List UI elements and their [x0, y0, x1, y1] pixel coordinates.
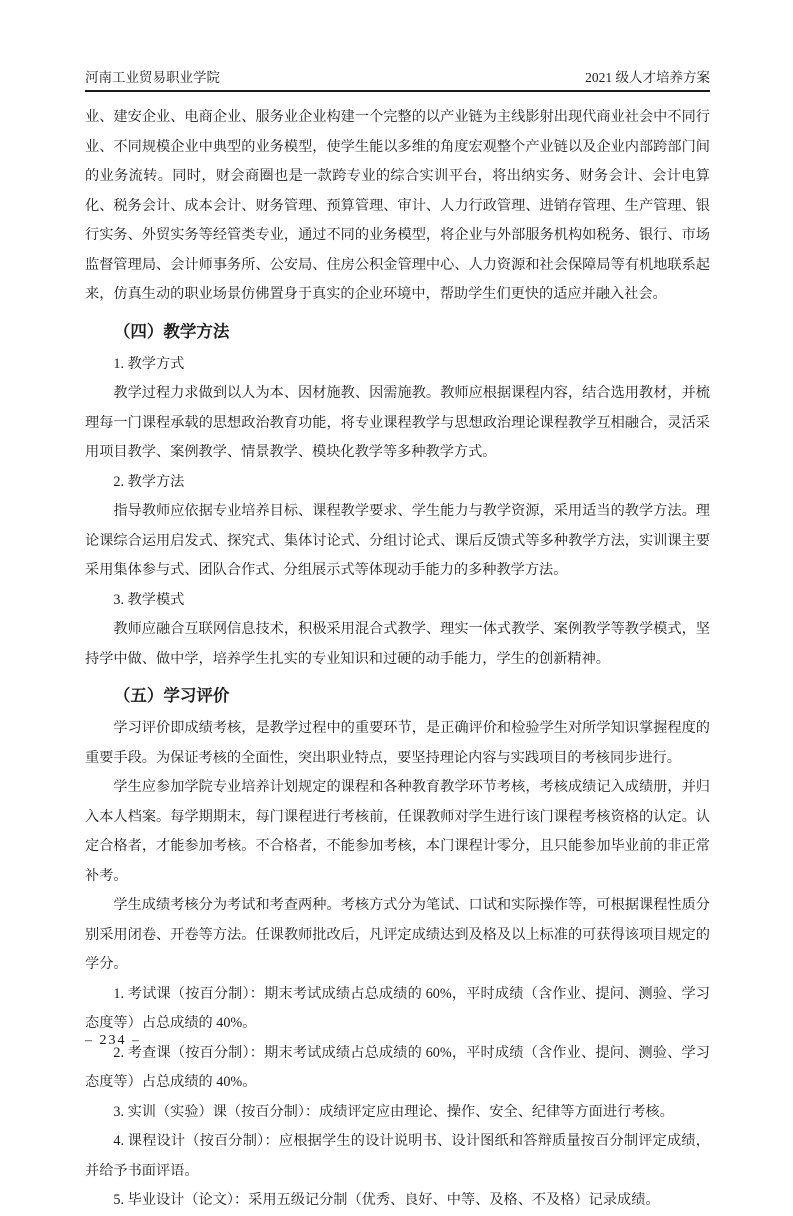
paragraph: 5. 毕业设计（论文）：采用五级记分制（优秀、良好、中等、及格、不及格）记录成绩。	[113, 1192, 660, 1208]
paragraph: 学生成绩考核分为考试和考查两种。考核方式分为笔试、口试和实际操作等，可根据课程性质分别采用闭卷、开卷等方法。任课教师批改后，凡评定成绩达到及格及以上标准的可获得该项目规定的学分。	[85, 897, 710, 972]
header-plan-title: 2021 级人才培养方案	[585, 70, 710, 85]
paragraph: 教师应融合互联网信息技术，积极采用混合式教学、理实一体式教学、案例教学等教学模式，坚持学中做、做中学，培养学生扎实的专业知识和过硬的动手能力，学生的创新精神。	[85, 621, 710, 667]
paragraph: 1. 考试课（按百分制）：期末考试成绩占总成绩的 60%，平时成绩（含作业、提问、测验、学习态度等）占总成绩的 40%。	[85, 985, 710, 1031]
section-heading: （四）教学方法	[113, 322, 230, 341]
document-body	[85, 103, 710, 1216]
page-number: – 234 –	[85, 1033, 141, 1048]
paragraph: 教学过程力求做到以人为本、因材施教、因需施教。教师应根据课程内容，结合选用教材，并梳理每一门课程承载的思想政治教育功能，将专业课程教学与思想政治理论课程教学互相融合，灵活采用项目教学、案例教学、情景教学、模块化教学等多种教学方式。	[85, 385, 710, 460]
paragraph: 指导教师应依据专业培养目标、课程教学要求、学生能力与教学资源，采用适当的教学方法。理论课综合运用启发式、探究式、集体讨论式、分组讨论式、课后反馈式等多种教学方法，实训课主要采用集体参与式、团队合作式、分组展示式等体现动手能力的多种教学方法。	[85, 503, 710, 578]
paragraph: 2. 考查课（按百分制）：期末考试成绩占总成绩的 60%，平时成绩（含作业、提问、测验、学习态度等）占总成绩的 40%。	[85, 1044, 710, 1090]
paragraph: 3. 实训（实验）课（按百分制）：成绩评定应由理论、操作、安全、纪律等方面进行考核。	[113, 1103, 674, 1120]
paragraph: 学生应参加学院专业培养计划规定的课程和各种教育教学环节考核，考核成绩记入成绩册，并归入本人档案。每学期期末，每门课程进行考核前，任课教师对学生进行该门课程考核资格的认定。认定合格者，才能参加考核。不合格者，不能参加考核，本门课程计零分，且只能参加毕业前的非正常补考。	[85, 779, 710, 884]
paragraph: 3. 教学模式	[113, 591, 185, 608]
paragraph: 2. 教学方法	[113, 473, 185, 490]
header-school-name: 河南工业贸易职业学院	[85, 70, 220, 85]
paragraph: 1. 教学方式	[113, 355, 185, 372]
header-divider	[85, 90, 710, 92]
paragraph: 业、建安企业、电商企业、服务业企业构建一个完整的以产业链为主线影射出现代商业社会中不同行业、不同规模企业中典型的业务模型，使学生能以多维的角度宏观整个产业链以及企业内部跨部门间的业务流转。同时，财会商圈也是一款跨专业的综合实训平台，将出纳实务、财务会计、会计电算化、税务会计、成本会计、财务管理、预算管理、审计、人力行政管理、进销存管理、生产管理、银行实务、外贸实务等经管类专业，通过不同的业务模型，将企业与外部服务机构如税务、银行、市场监督管理局、会计师事务所、公安局、住房公积金管理中心、人力资源和社会保障局等有机地联系起来，仿真生动的职业场景仿佛置身于真实的企业环境中，帮助学生们更快的适应并融入社会。	[85, 109, 710, 302]
paragraph: 学习评价即成绩考核，是教学过程中的重要环节，是正确评价和检验学生对所学知识掌握程度的重要手段。为保证考核的全面性，突出职业特点，要坚持理论内容与实践项目的考核同步进行。	[85, 720, 710, 766]
page-header	[85, 70, 710, 86]
paragraph: 4. 课程设计（按百分制）：应根据学生的设计说明书、设计图纸和答辩质量按百分制评定成绩，并给予书面评语。	[85, 1133, 710, 1179]
section-heading: （五）学习评价	[113, 687, 230, 705]
